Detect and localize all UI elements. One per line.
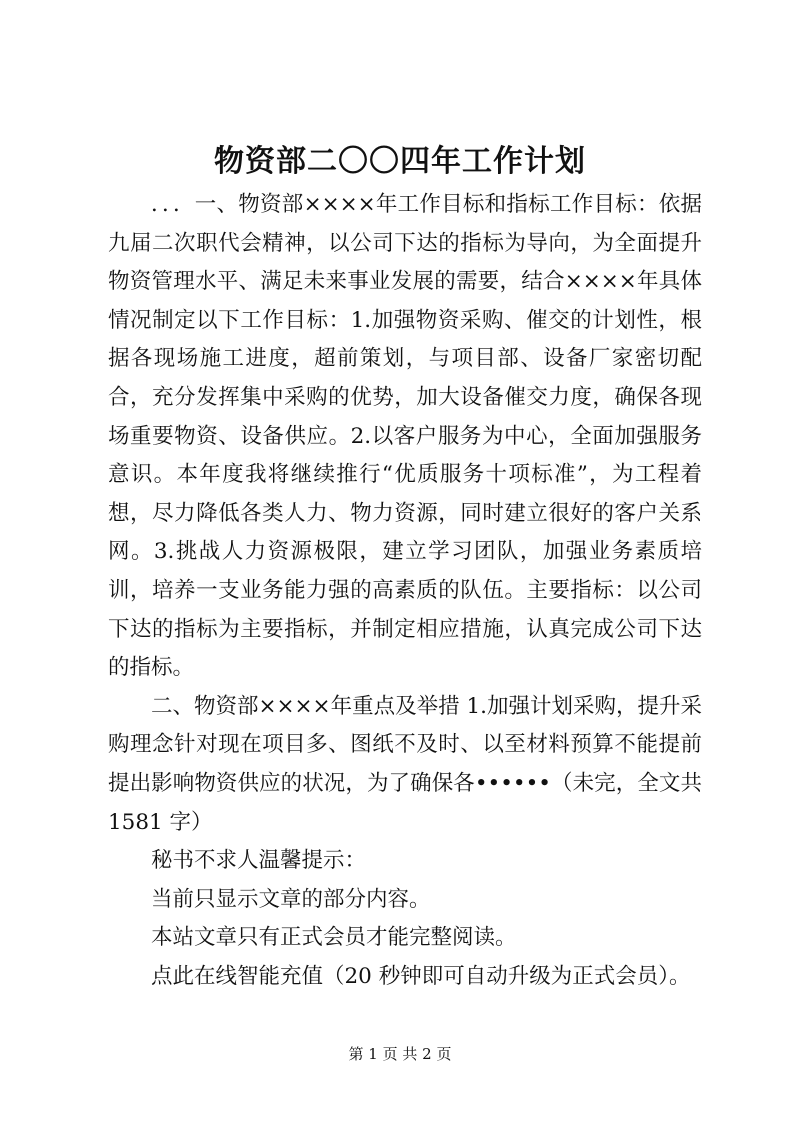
notice-members-only: 本站文章只有正式会员才能完整阅读。 xyxy=(151,925,517,951)
paragraph-goals: ．．．一、物资部××××年工作目标和指标工作目标：依据九届二次职代会精神，以公司下达的指标为导向，为全面提升物资管理水平、满足未来事业发展的需要，结合××××年具体情况制定以下工作目标：1.加强物资采购、催交的计划性，根据各现场施工进度，超前策划，与项目部、设备厂家密切配合，充分发挥集中采购的优势，加大设备催交力度，确保各现场重要物资、设备供应。2.以客户服务为中心，全面加强服务意识。本年度我将继续推行“优质服务十项标准”，为工程着想，尽力降低各类人力、物力资源，同时建立很好的客户关系网。3.挑战人力资源极限，建立学习团队，加强业务素质培训，培养一支业务能力强的高素质的队伍。主要指标：以公司下达的指标为主要指标，并制定相应措施，认真完成公司下达的指标。 xyxy=(108,192,702,681)
document-title: 物资部二〇〇四年工作计划 xyxy=(214,144,586,179)
notice-recharge-link[interactable]: 点此在线智能充值（20 秒钟即可自动升级为正式会员）。 xyxy=(151,963,691,989)
notice-heading: 秘书不求人温馨提示： xyxy=(151,848,367,874)
paragraph-measures: 二、物资部××××年重点及举措 1.加强计划采购，提升采购理念针对现在项目多、图纸不及时、以至材料预算不能提前提出影响物资供应的状况，为了确保各••••••（未完，全文共 1581 字） xyxy=(108,693,702,835)
document-body xyxy=(108,186,702,996)
notice-partial-content: 当前只显示文章的部分内容。 xyxy=(151,886,431,912)
page-number-footer: 第 1 页 共 2 页 xyxy=(348,1045,452,1063)
